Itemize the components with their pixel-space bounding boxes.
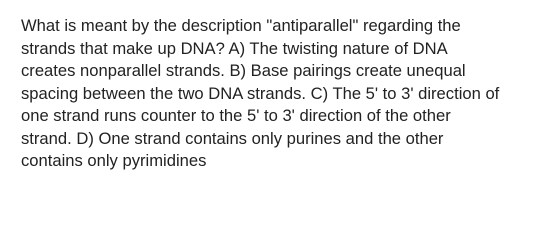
question-line-6: strand. D) One strand contains only purines and the other — [21, 128, 444, 148]
question-line-3: creates nonparallel strands. B) Base pairings create unequal — [21, 61, 466, 80]
question-line-5: one strand runs counter to the 5' to 3' direction of the other — [21, 106, 451, 125]
question-text — [21, 15, 551, 173]
question-line-7: contains only pyrimidines — [21, 151, 207, 170]
question-line-2: strands that make up DNA? A) The twisting nature of DNA — [21, 38, 448, 58]
question-line-4: spacing between the two DNA strands. C) The 5' to 3' direction of — [21, 83, 500, 103]
question-line-1: What is meant by the description "antiparallel" regarding the — [21, 16, 461, 35]
